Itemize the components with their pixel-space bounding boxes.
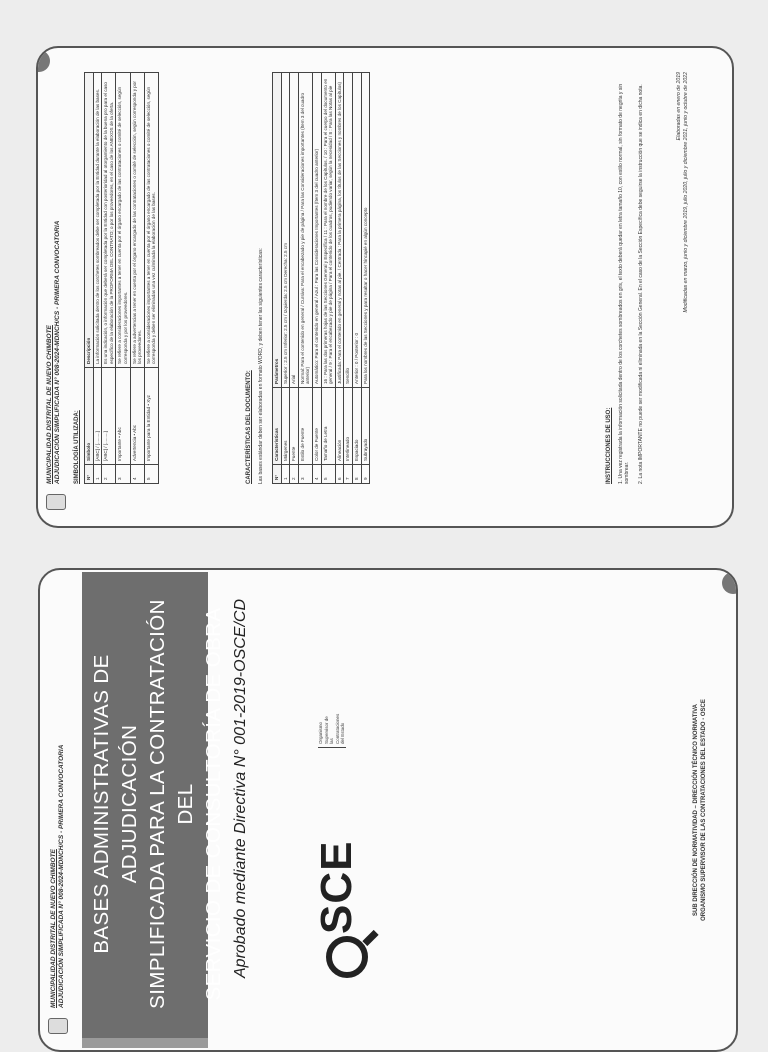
table-cell: Advertencia • Abc <box>130 368 144 465</box>
table-header-cell: N° <box>273 465 282 484</box>
header-process: ADJUDICACIÓN SIMPLIFICADA N° 008-2024-MDNCH/CS - PRIMERA CONVOCATORIA <box>58 744 65 1008</box>
symbology-title: SIMBOLOGÍA UTILIZADA: <box>74 410 80 484</box>
table-row <box>298 73 312 484</box>
municipality-logo <box>48 1018 68 1034</box>
table-cell: 16 : Para las dos primeras hojas de las Secciones General y Específica / 11 : Para el nombre de los Capítulos. / 10 : Para el cuerpo del documento en general / 9 : Para el encabezado y pie de página / Para el contenido de los cuadros, pudiendo variar, según la necesidad / 8 : Para las Notas al pie <box>321 73 335 388</box>
document-cover-page <box>38 568 738 1052</box>
header-municipality: MUNICIPALIDAD DISTRITAL DE NUEVO CHIMBOTE <box>50 849 57 1008</box>
table-row <box>144 73 158 484</box>
features-table <box>272 72 370 484</box>
page-header <box>50 745 66 1008</box>
table-cell: Sencillo <box>344 73 353 388</box>
document-page-instructions <box>36 46 734 528</box>
table-cell: 9 <box>361 465 370 484</box>
table-cell: Se refiere a advertencias a tener en cuenta por el órgano encargado de las contrataciones o comité de selección, según corresponda y por los proveedores. <box>130 73 144 368</box>
table-cell: 3 <box>298 465 312 484</box>
table-cell: Alineación <box>335 388 344 465</box>
cover-footer <box>692 632 708 988</box>
table-cell: Es una indicación, o información que deberá ser completada por la Entidad con posterioridad al otorgamiento de la buena pro para el caso específico de la elaboración de la PROFORMA DEL CONTRATO; o por los proveedores, en el caso de los ANEXOS de la oferta. <box>102 73 116 368</box>
table-cell: Para los nombres de las Secciones y para resaltar o hacer hincapié en algún concepto <box>361 73 370 388</box>
header-municipality: MUNICIPALIDAD DISTRITAL DE NUEVO CHIMBOTE <box>46 325 53 484</box>
title-band <box>82 572 225 1048</box>
page-corner-mark <box>36 50 50 72</box>
table-cell: Importante • Abc <box>116 368 130 465</box>
band-accent <box>82 1038 208 1048</box>
table-cell: 3 <box>116 465 130 484</box>
table-row <box>290 73 299 484</box>
table-row <box>321 73 335 484</box>
footer-line: ORGANISMO SUPERVISOR DE LAS CONTRATACIONES DEL ESTADO - OSCE <box>701 699 707 921</box>
table-cell: 6 <box>335 465 344 484</box>
table-cell: 5 <box>321 465 335 484</box>
table-cell: Arial <box>290 73 299 388</box>
table-row <box>93 73 102 484</box>
signature-line: Modificadas en marzo, junio y diciembre 2019, julio 2020, julio y diciembre 2021, junio y octubre de 2022 <box>683 72 689 313</box>
table-row <box>102 73 116 484</box>
table-cell: 5 <box>144 465 158 484</box>
table-cell: Se refiere a consideraciones importantes a tener en cuenta por el órgano encargado de las contrataciones o comité de selección, según corresponda y deben ser eliminadas una vez culminada la elaboración de las bases. <box>144 73 158 368</box>
page-header <box>46 221 62 484</box>
table-cell: 4 <box>130 465 144 484</box>
logo-wordmark: SCE <box>312 840 361 934</box>
table-header-row <box>85 73 94 484</box>
table-row <box>352 73 361 484</box>
table-header-cell: Parámetros <box>273 73 282 388</box>
cover-title-line: SERVICIO DE CONSULTORÍA DE OBRA <box>202 607 225 1001</box>
logo-caption: Organismo Supervisor de las Contrataciones del Estado <box>318 710 346 748</box>
table-header-cell: Descripción <box>85 73 94 368</box>
table-header-cell: Características <box>273 388 282 465</box>
table-row <box>361 73 370 484</box>
features-intro: Las bases estándar deben ser elaboradas en formato WORD, y deben tener las siguientes características: <box>258 248 264 484</box>
table-cell: 1 <box>281 465 290 484</box>
table-cell: Tamaño de Letra <box>321 388 335 465</box>
table-header-row <box>273 73 282 484</box>
table-cell: Subrayado <box>361 388 370 465</box>
table-cell: Automático: Para el contenido en general / Azul : Para las Consideraciones Importantes (Ítem 3 del cuadro anterior) <box>312 73 321 388</box>
header-process: ADJUDICACIÓN SIMPLIFICADA N° 008-2024-MDNCH/CS - PRIMERA CONVOCATORIA <box>54 220 61 484</box>
table-cell: 8 <box>352 465 361 484</box>
table-header-cell: N° <box>85 465 94 484</box>
table-cell: 7 <box>344 465 353 484</box>
table-cell: Márgenes <box>281 388 290 465</box>
table-cell: 2 <box>290 465 299 484</box>
table-cell: Importante para la Entidad • Xyz <box>144 368 158 465</box>
osce-logo <box>312 648 368 978</box>
table-cell: Estilo de Fuente <box>298 388 312 465</box>
table-cell: 1 <box>93 465 102 484</box>
table-cell: Se refiere a consideraciones importantes a tener en cuenta por el órgano encargado de las contrataciones o comité de selección, según corresponda y por los proveedores. <box>116 73 130 368</box>
table-row <box>281 73 290 484</box>
cover-title-line: BASES ADMINISTRATIVAS DE ADJUDICACIÓN <box>90 654 141 954</box>
table-cell: [ABC] / [.........] <box>102 368 116 465</box>
cover-title <box>88 578 228 1030</box>
table-cell: [ABC] / [.........] <box>93 368 102 465</box>
page-corner-mark <box>722 572 738 594</box>
table-row <box>130 73 144 484</box>
approval-text: Aprobado mediante Directiva N° 001-2019-OSCE/CD <box>232 598 249 978</box>
table-header-cell: Símbolo <box>85 368 94 465</box>
table-row <box>344 73 353 484</box>
table-cell: La información solicitada dentro de los corchetes sombreados debe ser completada por la Entidad durante la elaboración de las bases. <box>93 73 102 368</box>
instruction-item: 2. La nota IMPORTANTE no puede ser modificada ni eliminada en la Sección General. En el caso de la Sección Específica debe seguirse la instrucción que se indica en dicha nota. <box>638 84 644 484</box>
symbology-table <box>84 72 159 484</box>
signature-line: Elaboradas en enero de 2019 <box>676 72 682 141</box>
magnifier-icon <box>326 936 368 978</box>
footer-line: SUB DIRECCIÓN DE NORMATIVIDAD – DIRECCIÓN TÉCNICO NORMATIVA <box>693 704 699 917</box>
table-cell: Espaciado <box>352 388 361 465</box>
table-cell: 4 <box>312 465 321 484</box>
table-cell: Anterior : 0 / Posterior : 0 <box>352 73 361 388</box>
table-cell: Fuente <box>290 388 299 465</box>
cover-title-line: SIMPLIFICADA PARA LA CONTRATACIÓN DEL <box>146 599 197 1009</box>
table-row <box>335 73 344 484</box>
instructions-title: INSTRUCCIONES DE USO: <box>606 407 612 484</box>
municipality-logo <box>46 494 66 510</box>
features-title: CARACTERÍSTICAS DEL DOCUMENTO: <box>246 370 252 484</box>
instruction-item: 1. Una vez registrada la información solicitada dentro de los corchetes sombreados en gris, el texto deberá quedar en letra tamaño 10, con estilo normal, sin formato de negrita y sin sombrear. <box>618 83 631 484</box>
table-cell: Superior : 2.5 cm Inferior: 2.5 cm / Izquierda: 2.5 cm Derecha: 2.5 cm <box>281 73 290 388</box>
table-cell: 2 <box>102 465 116 484</box>
table-cell: Normal: Para el contenido en general / Cursiva: Para el encabezado y pie de página / Para las Consideraciones importantes (Ítem 3 del cuadro anterior) <box>298 73 312 388</box>
signature-block <box>676 72 690 484</box>
table-row <box>116 73 130 484</box>
table-cell: Interlineado <box>344 388 353 465</box>
table-cell: Justificada: Para el contenido en general y notas al pie. / Centrada : Para la primera página, los títulos de las Secciones y nombres de los Capítulos) <box>335 73 344 388</box>
table-row <box>312 73 321 484</box>
table-cell: Color de Fuente <box>312 388 321 465</box>
